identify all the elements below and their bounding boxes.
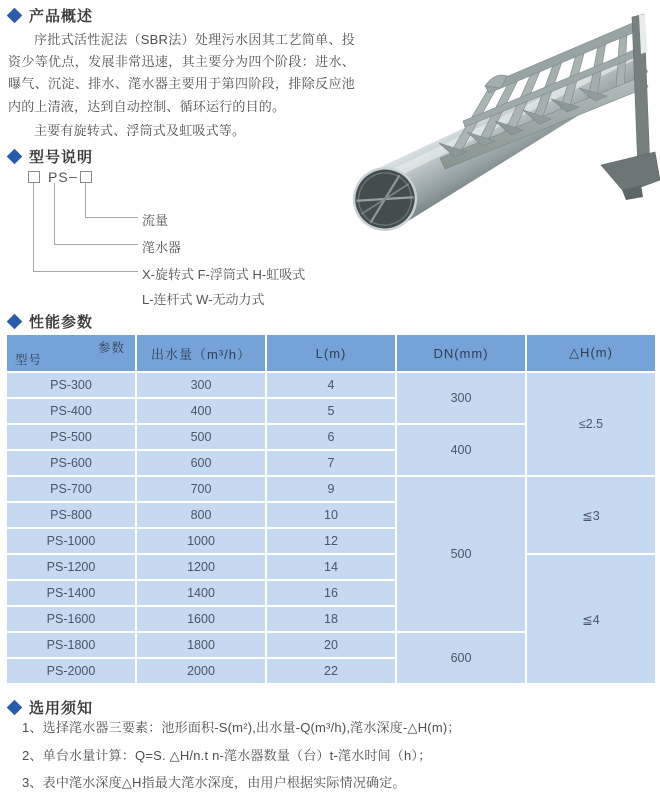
section-title-text: 性能参数 bbox=[29, 314, 94, 331]
cell-model: PS-600 bbox=[6, 450, 136, 476]
cell-flow: 500 bbox=[136, 424, 266, 450]
cell-flow: 1600 bbox=[136, 606, 266, 632]
label-types-line2: L-连杆式 W-无动力式 bbox=[142, 292, 265, 307]
label-flow: 流量 bbox=[142, 213, 169, 228]
cell-dn: 500 bbox=[396, 476, 526, 632]
cell-flow: 1800 bbox=[136, 632, 266, 658]
performance-table bbox=[5, 333, 657, 685]
header-corner-param: 参数 bbox=[97, 341, 125, 355]
cell-flow: 400 bbox=[136, 398, 266, 424]
cell-length: 18 bbox=[266, 606, 396, 632]
cell-model: PS-2000 bbox=[6, 658, 136, 684]
section-params-title bbox=[7, 311, 93, 332]
cell-model: PS-1200 bbox=[6, 554, 136, 580]
cell-flow: 2000 bbox=[136, 658, 266, 684]
cell-length: 9 bbox=[266, 476, 396, 502]
cell-length: 12 bbox=[266, 528, 396, 554]
header-corner-model: 型号 bbox=[15, 353, 43, 367]
cell-model: PS-500 bbox=[6, 424, 136, 450]
cell-flow: 800 bbox=[136, 502, 266, 528]
cell-flow: 1200 bbox=[136, 554, 266, 580]
table-row bbox=[6, 554, 656, 580]
cell-flow: 600 bbox=[136, 450, 266, 476]
cell-dh: ≦4 bbox=[526, 554, 656, 684]
note-item: 1、选择滗水器三要素：池形面积-S(m²),出水量-Q(m³/h),滗水深度-△H(m)； bbox=[22, 720, 461, 735]
params-table-body bbox=[6, 372, 656, 684]
overview-paragraph-2: 主要有旋转式、浮筒式及虹吸式等。 bbox=[34, 123, 246, 138]
model-code-diagram bbox=[0, 163, 335, 311]
model-type-box bbox=[28, 171, 40, 183]
diamond-icon bbox=[7, 700, 23, 716]
cell-model: PS-1600 bbox=[6, 606, 136, 632]
cell-model: PS-800 bbox=[6, 502, 136, 528]
diamond-icon bbox=[7, 149, 23, 165]
cell-length: 16 bbox=[266, 580, 396, 606]
cell-length: 5 bbox=[266, 398, 396, 424]
cell-flow: 700 bbox=[136, 476, 266, 502]
cell-dn: 300 bbox=[396, 372, 526, 424]
label-types-line1: X-旋转式 F-浮筒式 H-虹吸式 bbox=[142, 267, 306, 282]
header-length: L(m) bbox=[266, 334, 396, 372]
label-decanter: 滗水器 bbox=[142, 240, 182, 255]
notes-list bbox=[22, 714, 461, 796]
table-row bbox=[6, 372, 656, 398]
cell-length: 7 bbox=[266, 450, 396, 476]
header-dh: △H(m) bbox=[526, 334, 656, 372]
table-header-row bbox=[6, 334, 656, 372]
cell-model: PS-300 bbox=[6, 372, 136, 398]
connector-line-types bbox=[33, 183, 138, 272]
decanter-product-photo bbox=[335, 0, 660, 295]
section-title-text: 型号说明 bbox=[29, 149, 94, 166]
cell-model: PS-700 bbox=[6, 476, 136, 502]
cell-length: 14 bbox=[266, 554, 396, 580]
model-code-text: PS bbox=[48, 169, 69, 185]
overview-paragraph-1: 序批式活性泥法（SBR法）处理污水因其工艺简单、投资少等优点，发展非常迅速，其主要分为四个阶段：进水、曝气、沉淀、排水、滗水器主要用于第四阶段，排除反应池内的上清液，达到自动控制、循环运行的目的。 bbox=[8, 32, 355, 114]
table-row bbox=[6, 476, 656, 502]
cell-flow: 1400 bbox=[136, 580, 266, 606]
cell-model: PS-1000 bbox=[6, 528, 136, 554]
cell-dn: 600 bbox=[396, 632, 526, 684]
header-dn: DN(mm) bbox=[396, 334, 526, 372]
section-title-text: 产品概述 bbox=[29, 8, 94, 25]
cell-flow: 300 bbox=[136, 372, 266, 398]
cell-model: PS-1800 bbox=[6, 632, 136, 658]
header-corner-cell bbox=[6, 334, 136, 372]
cell-flow: 1000 bbox=[136, 528, 266, 554]
note-item: 2、单台水量计算：Q=S. △H/n.t n-滗水器数量（台）t-滗水时间（h）； bbox=[22, 747, 432, 763]
diamond-icon bbox=[7, 314, 23, 330]
model-dash-text: – bbox=[69, 168, 78, 184]
cell-length: 22 bbox=[266, 658, 396, 684]
section-overview-title bbox=[7, 5, 93, 26]
cell-length: 4 bbox=[266, 372, 396, 398]
cell-dn: 400 bbox=[396, 424, 526, 476]
cell-model: PS-400 bbox=[6, 398, 136, 424]
cell-model: PS-1400 bbox=[6, 580, 136, 606]
diamond-icon bbox=[7, 8, 23, 24]
cell-dh: ≦3 bbox=[526, 476, 656, 554]
section-title-text: 选用须知 bbox=[29, 700, 94, 717]
cell-length: 6 bbox=[266, 424, 396, 450]
model-flow-box bbox=[80, 171, 92, 183]
header-flow: 出水量（m³/h） bbox=[136, 334, 266, 372]
cell-dh: ≤2.5 bbox=[526, 372, 656, 476]
cell-length: 10 bbox=[266, 502, 396, 528]
cell-length: 20 bbox=[266, 632, 396, 658]
note-item: 3、表中滗水深度△H指最大滗水深度，由用户根据实际情况确定。 bbox=[22, 775, 406, 790]
